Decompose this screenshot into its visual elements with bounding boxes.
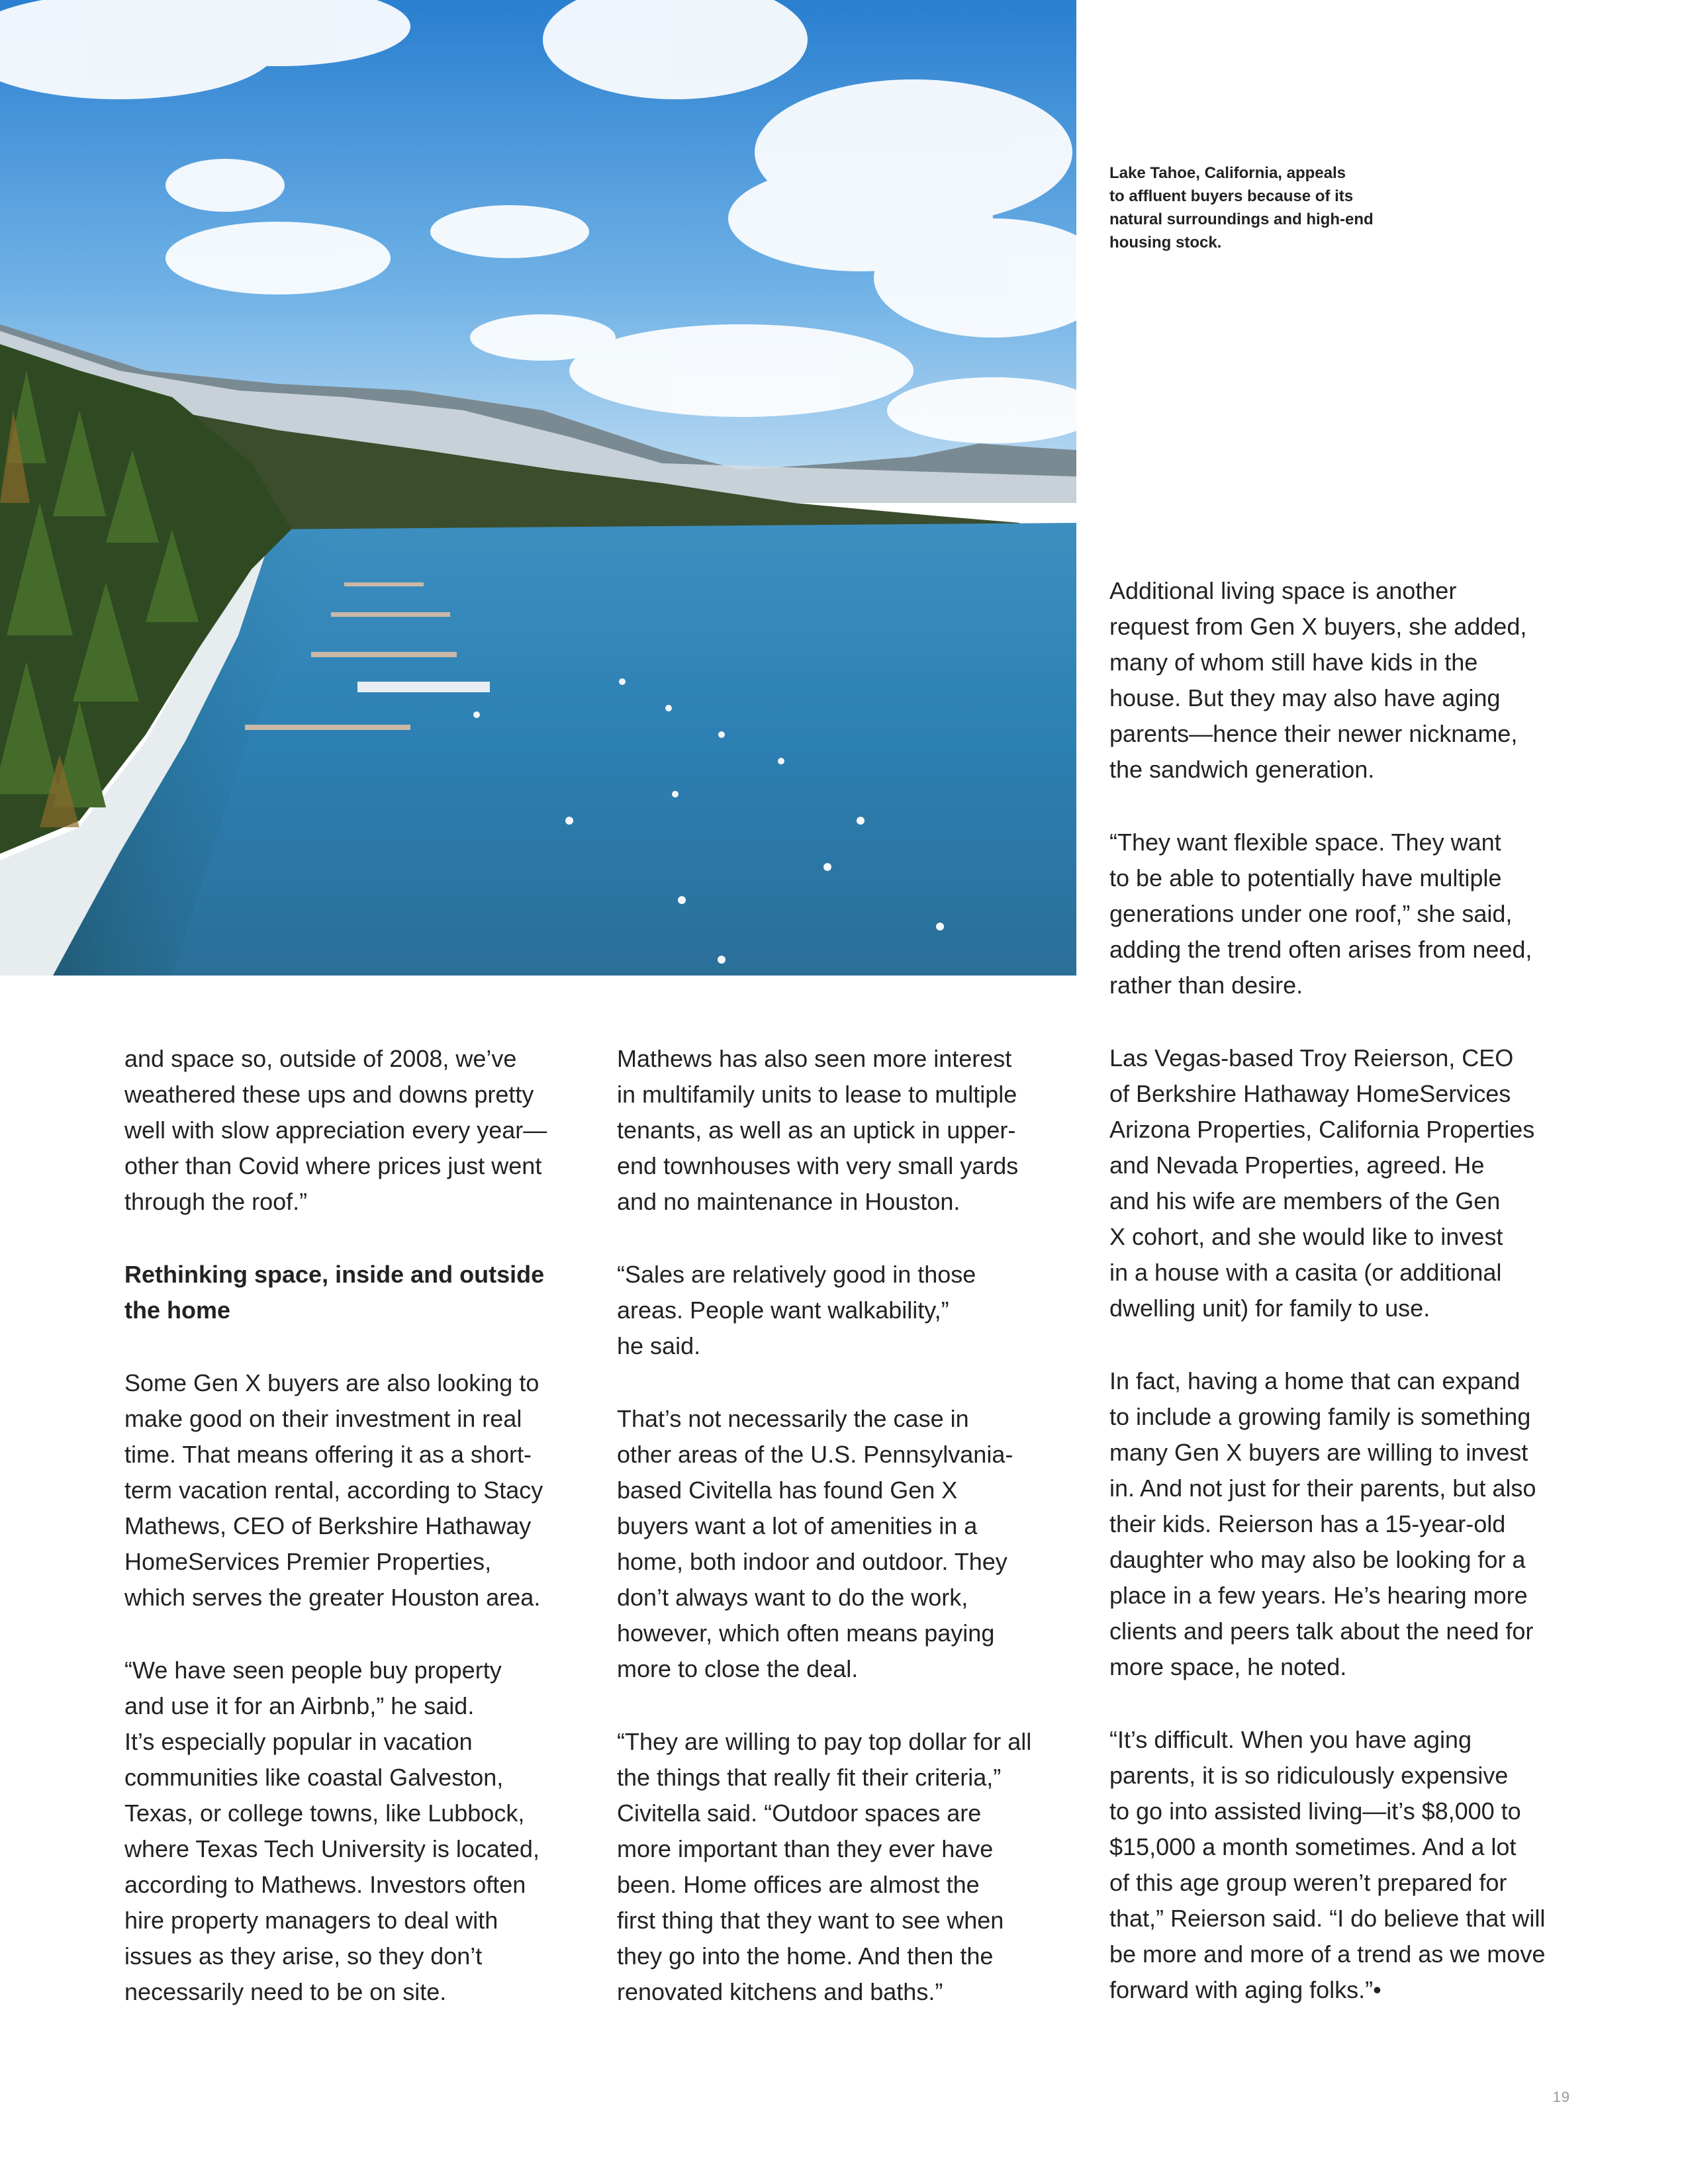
paragraph: and space so, outside of 2008, we’ve weathered these ups and downs pretty well with slow appreciation every year— other than Covid where prices just went through the roof.”	[124, 1045, 547, 1215]
paragraph: Mathews has also seen more interest in multifamily units to lease to multiple tenants, as well as an uptick in upper- end townhouses with very small yards and no maintenance in Houston.	[617, 1045, 1019, 1215]
paragraph: Las Vegas-based Troy Reierson, CEO of Berkshire Hathaway HomeServices Arizona Properties, California Properties and Nevada Properties, agreed. He and his wife are members of the Gen X cohort, and she would like to invest in a house with a casita (or additional dwelling unit) for family to use.	[1109, 1044, 1535, 1322]
paragraph: That’s not necessarily the case in other areas of the U.S. Pennsylvania- based Civitella has found Gen X buyers want a lot of amenities in a home, both indoor and outdoor. They don’t always want to do the work, however, which often means paying more to close the deal.	[617, 1405, 1013, 1682]
paragraph: “We have seen people buy property and use it for an Airbnb,” he said. It’s especially popular in vacation communities like coastal Galveston, Texas, or college towns, like Lubbock, where Texas Tech University is located, according to Mathews. Investors often hire property managers to deal with issues as they arise, so they don’t necessarily need to be on site.	[124, 1657, 539, 2005]
article-column-1	[124, 1041, 581, 2047]
paragraph: “Sales are relatively good in those areas. People want walkability,” he said.	[617, 1261, 976, 1359]
article-column-3	[1109, 573, 1566, 2045]
paragraph: “It’s difficult. When you have aging parents, it is so ridiculously expensive to go into assisted living—it’s $8,000 to $15,000 a month sometimes. And a lot of this age group weren’t prepared for that,” Reierson said. “I do believe that will be more and more of a trend as we move forward with aging folks.”•	[1109, 1726, 1546, 2003]
paragraph: Some Gen X buyers are also looking to make good on their investment in real time. That means offering it as a short- term vacation rental, according to Stacy Mathews, CEO of Berkshire Hathaway HomeServices Premier Properties, which serves the greater Houston area.	[124, 1369, 543, 1611]
paragraph: “They want flexible space. They want to be able to potentially have multiple generations under one roof,” she said, adding the trend often arises from need, rather than desire.	[1109, 829, 1532, 999]
paragraph: In fact, having a home that can expand to include a growing family is something many Gen X buyers are willing to invest in. And not just for their parents, but also their kids. Reierson has a 15-year-old daughter who may also be looking for a place in a few years. He’s hearing more clients and peers talk about the need for more space, he noted.	[1109, 1367, 1536, 1680]
lake-landscape-photo-icon	[0, 0, 1076, 976]
paragraph: “They are willing to pay top dollar for all the things that really fit their criteria,” Civitella said. “Outdoor spaces are more important than they ever have been. Home offices are almost the first thing that they want to see when they go into the home. And then the renovated kitchens and baths.”	[617, 1728, 1032, 2005]
section-subheading: Rethinking space, inside and outside the home	[124, 1261, 545, 1324]
lake-tahoe-photo	[0, 0, 1076, 976]
article-column-2	[617, 1041, 1074, 2047]
page-number: 19	[1552, 2089, 1570, 2105]
caption-text: Lake Tahoe, California, appeals to affluent buyers because of its natural surroundings and high-end housing stock.	[1109, 164, 1374, 251]
paragraph: Additional living space is another request from Gen X buyers, she added, many of whom still have kids in the house. But they may also have aging parents—hence their newer nickname, the sandwich generation.	[1109, 577, 1527, 783]
photo-caption	[1109, 161, 1421, 254]
